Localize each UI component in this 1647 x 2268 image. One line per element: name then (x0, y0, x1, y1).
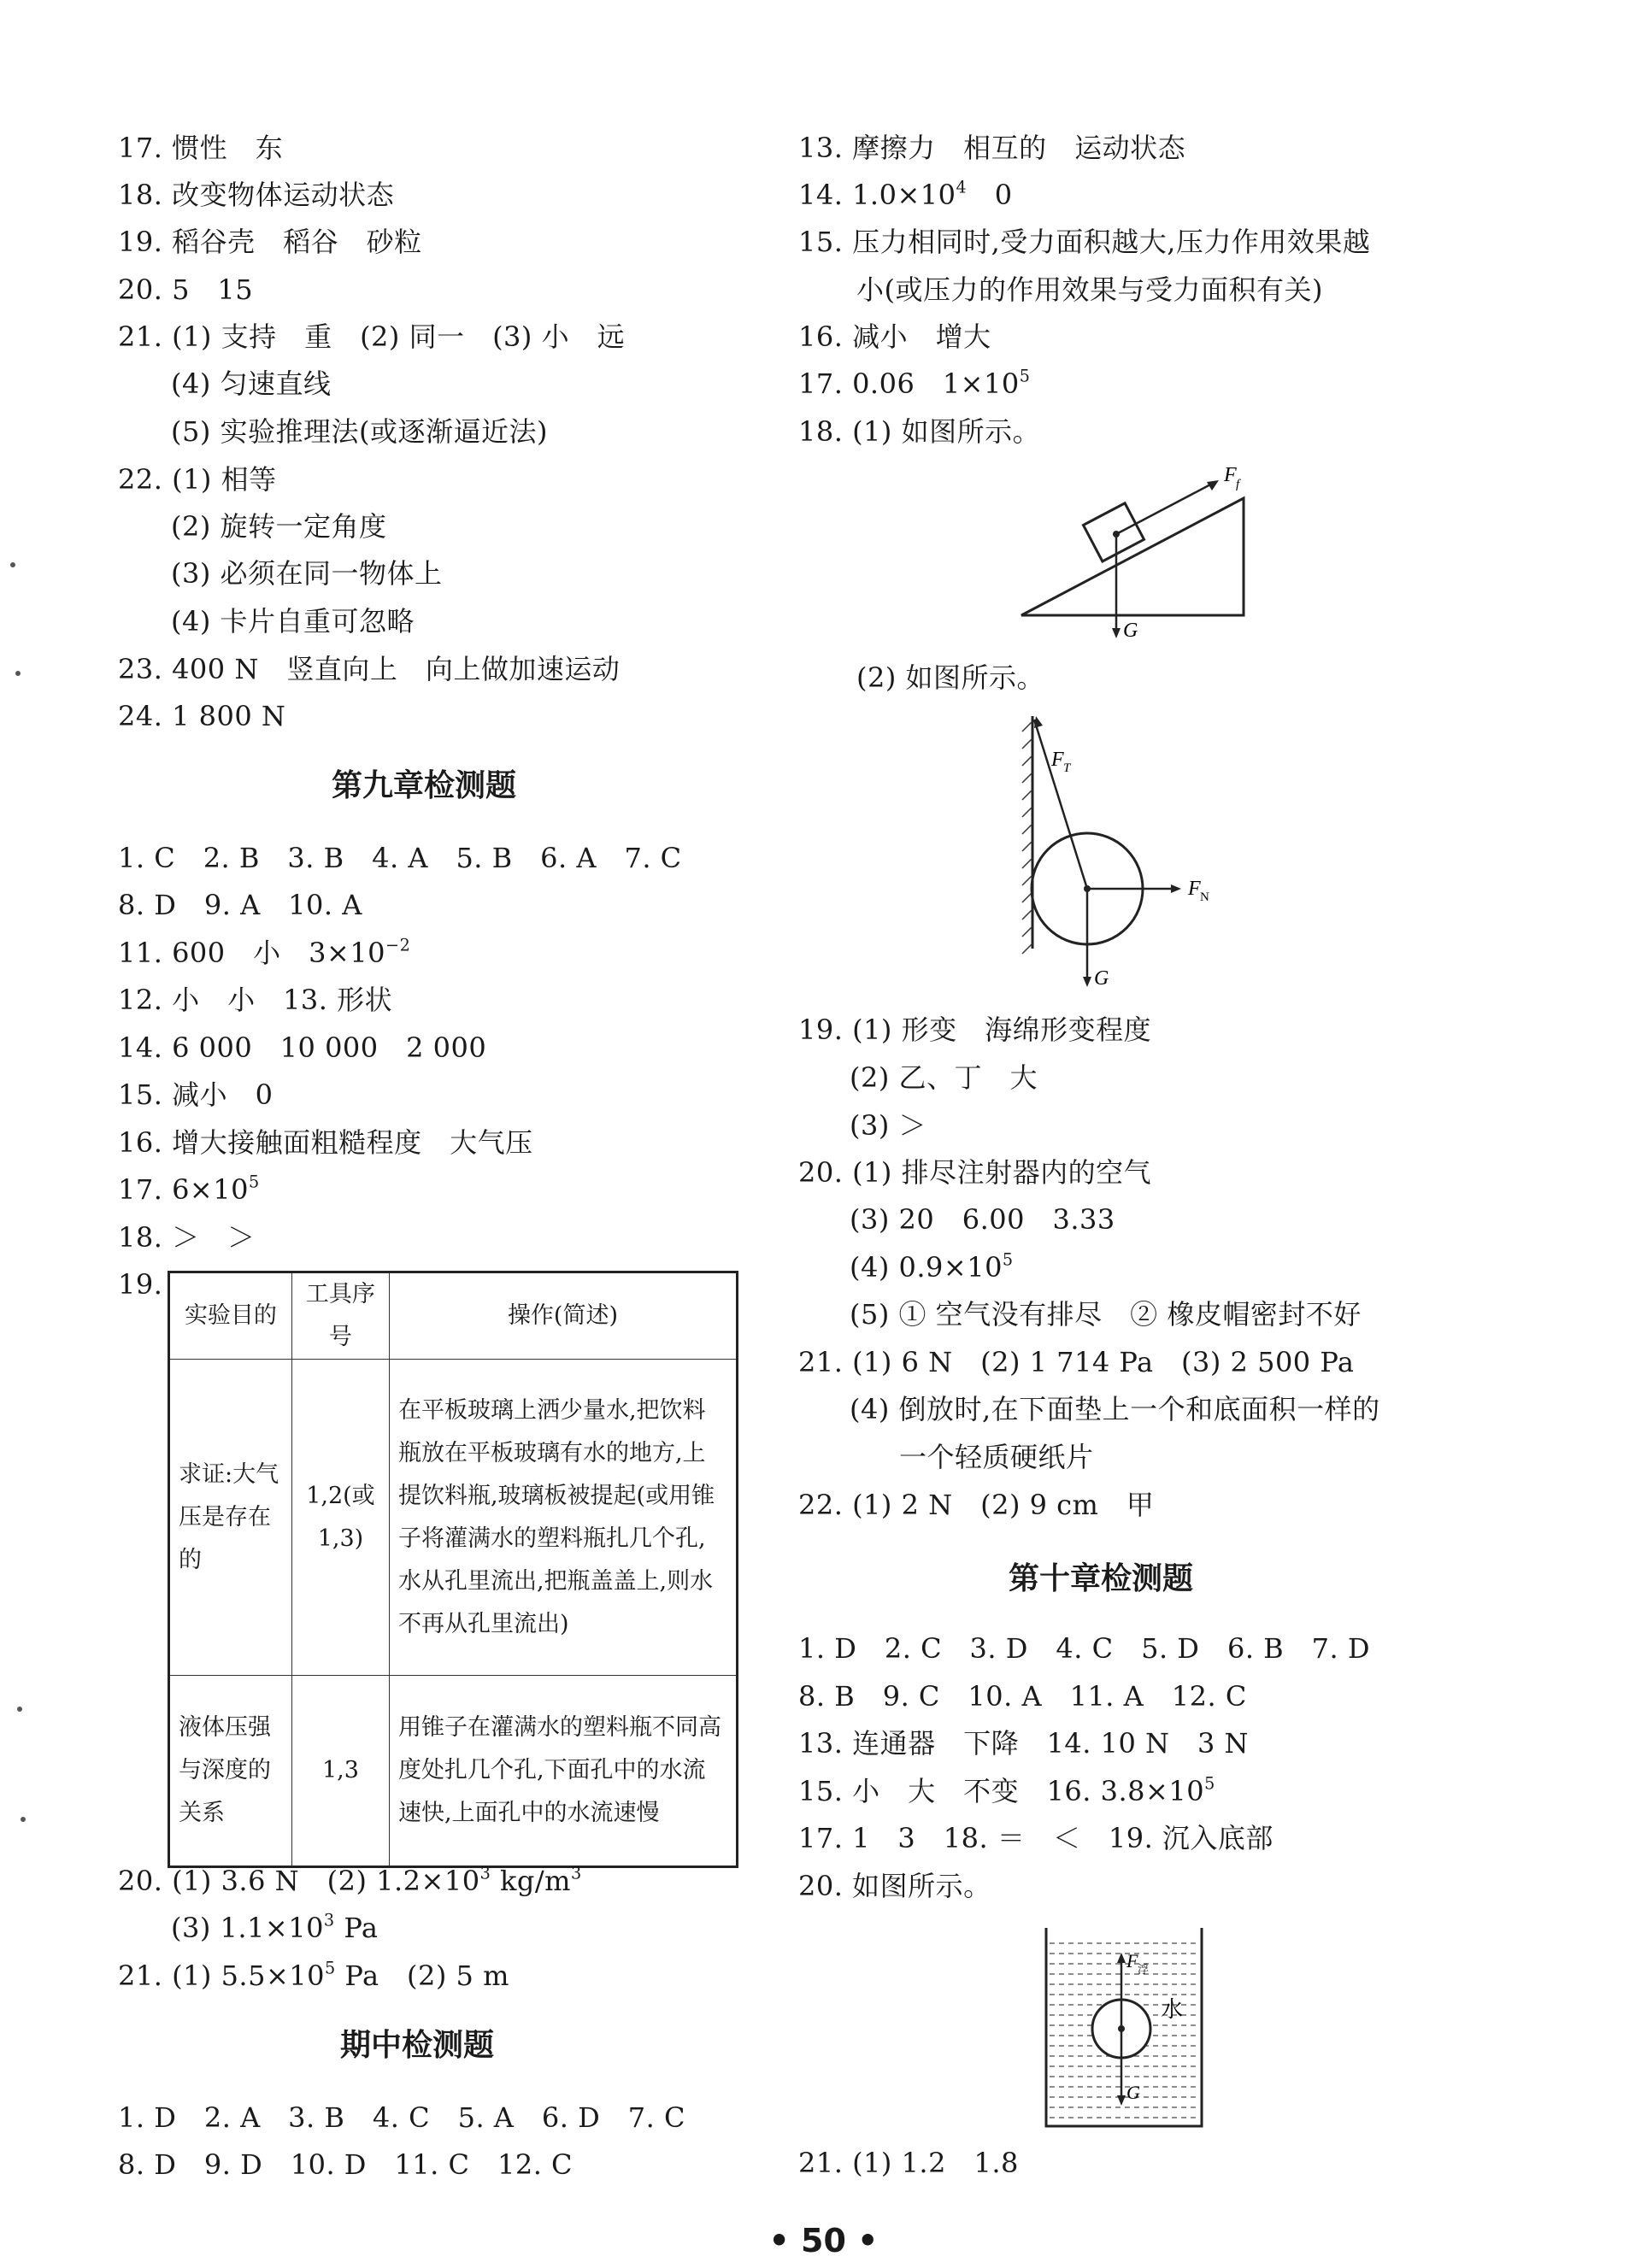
normal-force-label: F (1188, 878, 1201, 900)
answer-line: 24. 1 800 N (118, 700, 286, 732)
answer-line: 23. 400 N 竖直向上 向上做加速运动 (118, 653, 621, 685)
table-cell: 求证:大气压是存在的 (169, 1360, 292, 1676)
page-number: • 50 • (768, 2222, 879, 2259)
answer-line: 17. 1 3 18. ＝ ＜ 19. 沉入底部 (798, 1822, 1273, 1854)
buoyancy-label: F (1126, 1950, 1138, 1971)
table-cell: 用锥子在灌满水的塑料瓶不同高度处扎几个孔,下面孔中的水流速快,上面孔中的水流速慢 (389, 1676, 737, 1867)
answer-line: (4) $0.9\times 10^5$ (850, 1249, 1014, 1284)
answer-line: 14. 6 000 10 000 2 000 (118, 1031, 487, 1064)
answer-line: 21. (1) 6 N (2) 1 714 Pa (3) 2 500 Pa (798, 1346, 1355, 1378)
answer-line: 8. B 9. C 10. A 11. A 12. C (798, 1680, 1247, 1713)
answer-line: (3) ＞ (850, 1109, 927, 1142)
table-header-row (169, 1272, 738, 1360)
answer-line: 19. (118, 1268, 163, 1301)
answer-line: 8. D 9. D 10. D 11. C 12. C (118, 2148, 574, 2181)
margin-mark (21, 1817, 26, 1822)
answer-line: 15. 小 大 不变 16. $3.8\times 10^5$ (798, 1773, 1215, 1807)
experiment-table (168, 1271, 738, 1868)
table-header: 操作(简述) (389, 1272, 737, 1360)
table-cell: 1,2(或1,3) (291, 1360, 389, 1676)
table-header: 实验目的 (169, 1272, 292, 1360)
answer-line: 12. 小 小 13. 形状 (118, 984, 393, 1016)
margin-mark (17, 1707, 22, 1712)
answer-line: 19. (1) 形变 海绵形变程度 (798, 1014, 1152, 1046)
answer-line: 11. 600 小 $3\times 10^{-2}$ (118, 935, 411, 969)
answer-line: 一个轻质硬纸片 (899, 1441, 1094, 1473)
answer-line: 21. (1) 支持 重 (2) 同一 (3) 小 远 (118, 320, 626, 353)
chapter9-title: 第九章检测题 (332, 768, 517, 803)
table-row (169, 1360, 738, 1676)
answer-line: 17. $6\times 10^5$ (118, 1172, 260, 1206)
answer-line: 1. D 2. C 3. D 4. C 5. D 6. B 7. D (798, 1632, 1371, 1665)
answer-line: 18. 改变物体运动状态 (118, 179, 395, 211)
buoyancy-subscript: 浮 (1138, 1964, 1150, 1977)
margin-mark (15, 671, 21, 676)
answer-line: 20. (1) 3.6 N (2) $1.2\times 10^3$ $kg/m^3$ (118, 1863, 582, 1897)
ball-wall-figure (1017, 709, 1239, 1000)
answer-line: (4) 倒放时,在下面垫上一个和底面积一样的 (850, 1393, 1380, 1425)
table-cell: 在平板玻璃上洒少量水,把饮料瓶放在平板玻璃有水的地方,上提饮料瓶,玻璃板被提起(或用锥子将灌满水的塑料瓶扎几个孔,水从孔里流出,把瓶盖盖上,则水不再从孔里流出) (389, 1360, 737, 1676)
answer-line: 18. ＞ ＞ (118, 1221, 256, 1254)
answer-line: 15. 压力相同时,受力面积越大,压力作用效果越 (798, 226, 1371, 258)
friction-subscript: f (1236, 478, 1240, 491)
answer-line: (3) 20 6.00 3.33 (850, 1203, 1115, 1236)
gravity-label: G (1126, 2082, 1140, 2103)
answer-line: 13. 摩擦力 相互的 运动状态 (798, 132, 1186, 164)
answer-line: (2) 如图所示。 (856, 661, 1045, 694)
answer-line: (2) 旋转一定角度 (171, 510, 387, 543)
answer-line: 17. 惯性 东 (118, 132, 284, 164)
answer-line: 22. (1) 2 N (2) 9 cm 甲 (798, 1489, 1155, 1521)
answer-line: 17. 0.06 $1\times 10^5$ (798, 366, 1031, 400)
answer-line: 20. 5 15 (118, 273, 254, 306)
gravity-label: G (1094, 967, 1109, 990)
answer-line: 16. 减小 增大 (798, 320, 991, 353)
answer-line: 22. (1) 相等 (118, 463, 277, 496)
chapter10-title: 第十章检测题 (1009, 1561, 1194, 1596)
answer-line: 14. $1.0\times 10^4$ 0 (798, 177, 1013, 211)
answer-line: (4) 匀速直线 (171, 367, 332, 400)
tension-subscript: T (1063, 761, 1071, 775)
water-label: 水 (1161, 1997, 1184, 2023)
answer-line: 小(或压力的作用效果与受力面积有关) (856, 273, 1323, 306)
normal-force-subscript: N (1200, 890, 1209, 904)
midterm-title: 期中检测题 (340, 2028, 495, 2063)
margin-mark (10, 562, 15, 567)
answer-line: 18. (1) 如图所示。 (798, 415, 1041, 448)
answer-line: (3) $1.1\times 10^3$ Pa (171, 1910, 379, 1944)
table-cell: 液体压强与深度的关系 (169, 1676, 292, 1867)
table-cell: 1,3 (291, 1676, 389, 1867)
answer-line: (5) 实验推理法(或逐渐逼近法) (171, 415, 548, 448)
incline-figure (1017, 466, 1273, 645)
answer-line: 21. (1) 1.2 1.8 (798, 2147, 1019, 2179)
table-row (169, 1676, 738, 1867)
table-header: 工具序号 (291, 1272, 389, 1360)
answer-line: 19. 稻谷壳 稻谷 砂粒 (118, 226, 422, 258)
answer-line: 8. D 9. A 10. A (118, 889, 362, 921)
tension-label: F (1051, 749, 1064, 771)
ball-in-water-figure (1043, 1924, 1205, 2130)
answer-line: 13. 连通器 下降 14. 10 N 3 N (798, 1727, 1250, 1760)
answer-line: 1. D 2. A 3. B 4. C 5. A 6. D 7. C (118, 2101, 685, 2134)
friction-label: F (1224, 464, 1237, 486)
answer-line: 20. 如图所示。 (798, 1870, 991, 1902)
answer-line: 16. 增大接触面粗糙程度 大气压 (118, 1126, 533, 1159)
answer-line: 21. (1) $5.5\times 10^5$ Pa (2) 5 m (118, 1958, 509, 1992)
answer-line: (5) ① 空气没有排尽 ② 橡皮帽密封不好 (850, 1298, 1362, 1331)
gravity-label: G (1123, 620, 1138, 642)
answer-line: (3) 必须在同一物体上 (171, 557, 443, 590)
answer-line: (4) 卡片自重可忽略 (171, 605, 415, 638)
answer-line: (2) 乙、丁 大 (850, 1061, 1038, 1094)
answer-line: 15. 减小 0 (118, 1078, 274, 1111)
answer-line: 1. C 2. B 3. B 4. A 5. B 6. A 7. C (118, 842, 682, 874)
answer-line: 20. (1) 排尽注射器内的空气 (798, 1156, 1152, 1189)
